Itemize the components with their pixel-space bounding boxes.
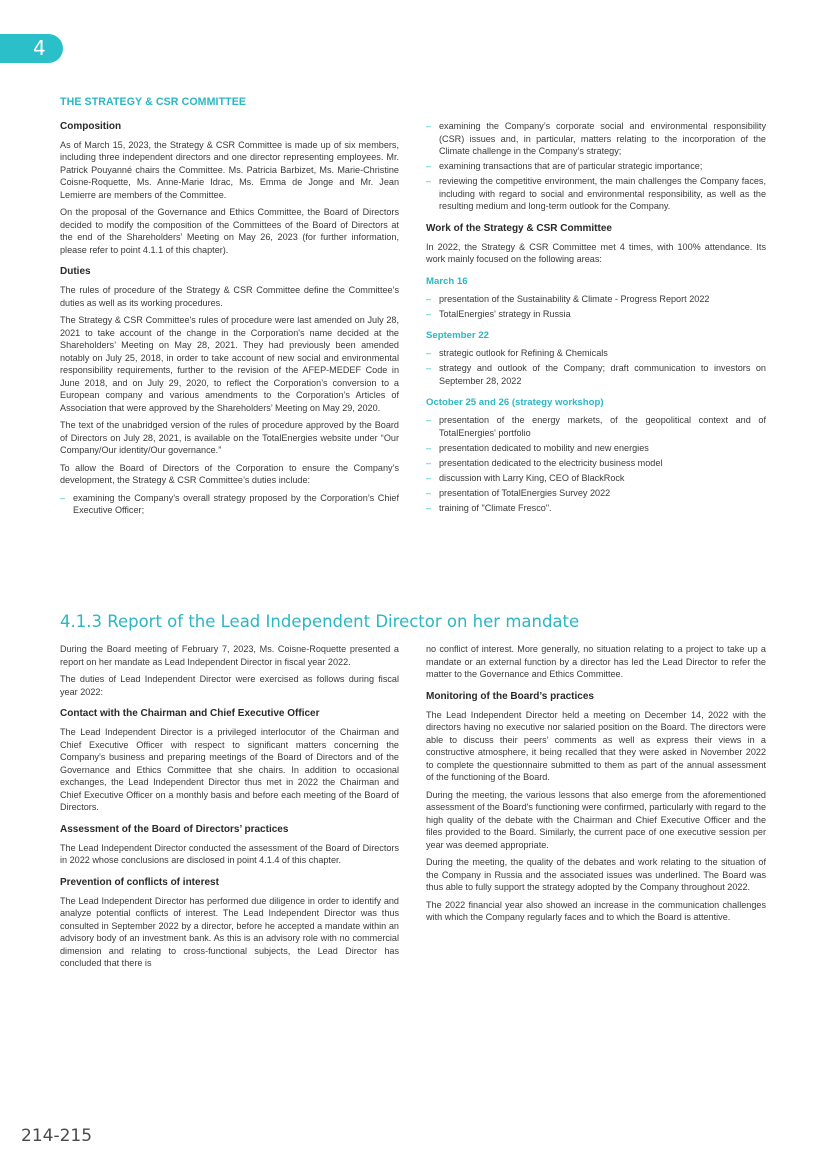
list-item: – reviewing the competitive environment, the main challenges the Company faces, including with regard to social and environmental responsibility, as well as the resulting medium and long-term outlook for the Company. bbox=[426, 176, 766, 211]
intro-paragraph-2: The duties of Lead Independent Director were exercised as follows during fiscal year 2022: bbox=[60, 674, 399, 697]
strategy-left-column bbox=[60, 96, 399, 522]
composition-heading: Composition bbox=[60, 120, 122, 132]
october-list bbox=[426, 414, 766, 514]
duties-heading: Duties bbox=[60, 266, 91, 277]
list-item: – examining transactions that are of particular strategic importance; bbox=[426, 161, 703, 171]
list-item: – presentation dedicated to mobility and new energies bbox=[426, 442, 649, 453]
section-title: THE STRATEGY & CSR COMMITTEE bbox=[60, 96, 247, 108]
monitoring-paragraph-3: During the meeting, the quality of the debates and work relating to the situation of the Company in Russia and the associated issues was underlined. The Board was thus able to fully support the strategy adopted by the Company throughout 2022. bbox=[426, 857, 766, 892]
duties-paragraph-3: The text of the unabridged version of the rules of procedure approved by the Board of Directors on July 28, 2021, is available on the TotalEnergies website under “Our Company/Our identity/Our governance.” bbox=[60, 420, 399, 455]
list-item: – presentation dedicated to the electricity business model bbox=[426, 457, 663, 468]
october-heading: October 25 and 26 (strategy workshop) bbox=[426, 397, 604, 408]
list-item: – presentation of the Sustainability & Climate - Progress Report 2022 bbox=[426, 293, 710, 304]
chapter-number: 4 bbox=[33, 36, 46, 60]
monitoring-paragraph-2: During the meeting, the various lessons that also emerge from the aforementioned assessment of the Board's functioning were confirmed, particularly with regard to the high quality of the debate with the Chairman and Chief Executive Officer and the files provided to the Board. Similarly, the current pace of one executive session per year was deemed appropriate. bbox=[426, 789, 766, 850]
contact-heading: Contact with the Chairman and Chief Executive Officer bbox=[60, 708, 320, 719]
work-paragraph: In 2022, the Strategy & CSR Committee met 4 times, with 100% attendance. Its work mainly focused on the following areas: bbox=[426, 241, 766, 264]
contact-paragraph: The Lead Independent Director is a privileged interlocutor of the Chairman and Chief Executive Officer with respect to significant matters concerning the Company’s business and preparing meetings of the Board of Directors and of the Governance and Ethics Committee that she chairs. In addition to occasional exchanges, the Lead Independent Director thus met in 2022 the Chairman and Chief Executive Officer on a monthly basis and before each meeting of the Board of Directors. bbox=[60, 727, 399, 812]
section-4-1-3-heading: 4.1.3 Report of the Lead Independent Director on her mandate bbox=[60, 612, 580, 631]
list-item: – presentation of TotalEnergies Survey 2022 bbox=[426, 487, 611, 498]
duties-paragraph-4: To allow the Board of Directors of the Corporation to ensure the Company’s development, the Strategy & CSR Committee’s duties include: bbox=[60, 462, 399, 485]
conflicts-paragraph-continued: no conflict of interest. More generally, no situation relating to a project to take up a mandate or an external function by a director has led the Lead Director to refer the matter to the Governance and Ethics Committee. bbox=[426, 644, 766, 679]
assessment-paragraph: The Lead Independent Director conducted the assessment of the Board of Directors in 2022 whose conclusions are disclosed in point 4.1.4 of this chapter. bbox=[60, 842, 399, 865]
monitoring-paragraph-4: The 2022 financial year also showed an increase in the communication challenges with which the Company regularly faces and to which the Board is attentive. bbox=[426, 899, 766, 922]
list-item: – strategic outlook for Refining & Chemicals bbox=[426, 348, 608, 358]
assessment-heading: Assessment of the Board of Directors’ practices bbox=[60, 823, 289, 835]
composition-paragraph: As of March 15, 2023, the Strategy & CSR Committee is made up of six members, including three independent directors and one director representing employees. Mr. Patrick Pouyanné chairs the Committee. Ms. Patricia Barbizet, Ms. Marie-Christine Coisne-Roquette, Ms. Anne-Marie Idrac, Ms. Emma de Jonge and Mr. Jean Lemierre are members of the Committee. bbox=[60, 139, 399, 200]
lead-director-right-column bbox=[426, 643, 766, 929]
duties-list-continued bbox=[426, 120, 766, 213]
strategy-right-column bbox=[426, 120, 766, 519]
list-item: – training of "Climate Fresco". bbox=[426, 502, 552, 513]
chapter-tab bbox=[0, 34, 63, 63]
march-heading: March 16 bbox=[426, 275, 468, 287]
list-item: – examining the Company’s corporate social and environmental responsibility (CSR) issues and, in particular, matters relating to the incorporation of the Climate challenge in the Company’s strategy; bbox=[426, 121, 766, 156]
september-list bbox=[426, 347, 766, 387]
duties-list bbox=[60, 492, 399, 517]
monitoring-heading: Monitoring of the Board’s practices bbox=[426, 690, 594, 702]
list-item: – TotalEnergies' strategy in Russia bbox=[426, 308, 571, 319]
list-item: – presentation of the energy markets, of the geopolitical context and of TotalEnergies' portfolio bbox=[426, 415, 766, 438]
list-item: – strategy and outlook of the Company; draft communication to investors on September 28, 2022 bbox=[426, 363, 766, 386]
composition-paragraph-2: On the proposal of the Governance and Ethics Committee, the Board of Directors decided to modify the composition of the Committees of the Board of Directors at the end of the Shareholders’ Meeting on May 26, 2023 (for further information, please refer to point 4.1.1 of this chapter). bbox=[60, 207, 399, 255]
work-heading: Work of the Strategy & CSR Committee bbox=[426, 222, 612, 234]
lead-director-left-column bbox=[60, 643, 399, 975]
monitoring-paragraph: The Lead Independent Director held a meeting on December 14, 2022 with the directors having no executive nor salaried position on the Board. The directors were able to discuss their peers’ comments as well as express their views in a constructive atmosphere, it being recalled that they were asked in November 2022 to complete the questionnaire submitted to them as part of the annual assessment of the functioning of the Board. bbox=[426, 709, 766, 782]
list-item: – examining the Company’s overall strategy proposed by the Corporation’s Chief Executive Officer; bbox=[60, 492, 399, 515]
page-number: 214-215 bbox=[21, 1126, 93, 1146]
list-item: – discussion with Larry King, CEO of BlackRock bbox=[426, 472, 625, 483]
conflicts-paragraph: The Lead Independent Director has performed due diligence in order to identify and analyze potential conflicts of interest. The Lead Independent Director was thus consulted in September 2022 by a director, before he accepted a mandate within an advisory body of an investment bank. As this is an advisory role with no commercial dimension and relating to cross-functional subjects, the Lead Director has concluded that there is bbox=[60, 895, 399, 968]
september-heading: September 22 bbox=[426, 330, 489, 341]
conflicts-heading: Prevention of conflicts of interest bbox=[60, 876, 219, 888]
duties-paragraph-2: The Strategy & CSR Committee's rules of procedure were last amended on July 28, 2021 to take account of the change in the Corporation's name decided at the Shareholders’ Meeting on May 28, 2021. They had previously been amended notably on July 25, 2018, in order to take account of new social and environmental responsibility requirements, further to the revision of the AFEP-MEDEF Code in June 2018, and on July 29, 2020, to reflect the Corporation’s conversion to a European company and various amendments to the Corporation’s Articles of Association that were approved by the Shareholders’ Meeting on May 29, 2020. bbox=[60, 315, 399, 413]
duties-paragraph: The rules of procedure of the Strategy & CSR Committee define the Committee’s duties as well as its working procedures. bbox=[60, 285, 399, 308]
march-list bbox=[426, 293, 766, 321]
intro-paragraph: During the Board meeting of February 7, 2023, Ms. Coisne-Roquette presented a report on her mandate as Lead Independent Director in fiscal year 2022. bbox=[60, 644, 399, 667]
